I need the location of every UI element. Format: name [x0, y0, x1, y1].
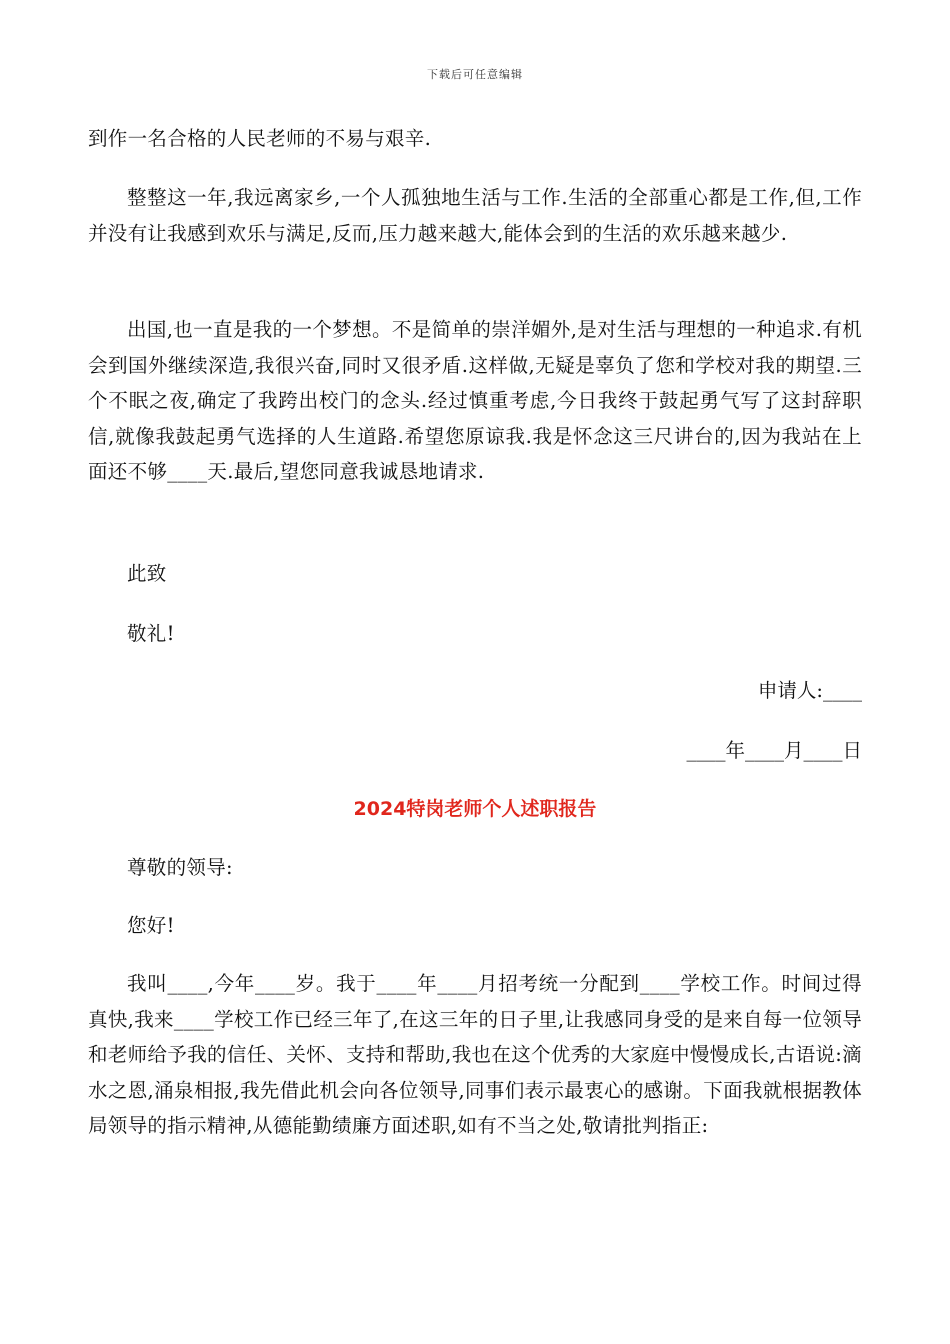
letter-paragraph-3: 出国,也一直是我的一个梦想。不是简单的崇洋媚外,是对生活与理想的一种追求.有机会到国外继续深造,我很兴奋,同时又很矛盾.这样做,无疑是辜负了您和学校对我的期望.三个不眠之夜,确定了我跨出校门的念头.经过慎重考虑,今日我终于鼓起勇气写了这封辞职信,就像我鼓起勇气选择的人生道路.希望您原谅我.我是怀念这三尺讲台的,因为我站在上面还不够____天.最后,望您同意我诚恳地请求.	[88, 318, 862, 483]
report-title: 2024特岗老师个人述职报告	[353, 798, 597, 820]
report-paragraph-1: 我叫____,今年____岁。我于____年____月招考统一分配到____学校工作。时间过得真快,我来____学校工作已经三年了,在这三年的日子里,让我感同身受的是来自每一位领导和老师给予我的信任、关怀、支持和帮助,我也在这个优秀的大家庭中慢慢成长,古语说:滴水之恩,涌泉相报,我先借此机会向各位领导,同事们表示最衷心的感谢。下面我就根据教体局领导的指示精神,从德能勤绩廉方面述职,如有不当之处,敬请批判指正:	[88, 972, 862, 1137]
letter-closing-jingli: 敬礼!	[127, 622, 175, 645]
date-line: ____年____月____日	[686, 739, 862, 762]
header-note: 下载后可任意编辑	[427, 68, 523, 81]
report-greeting: 您好!	[127, 914, 175, 937]
applicant-signature-line: 申请人:____	[757, 679, 862, 702]
letter-paragraph-2: 整整这一年,我远离家乡,一个人孤独地生活与工作.生活的全部重心都是工作,但,工作并没有让我感到欢乐与满足,反而,压力越来越大,能体会到的生活的欢乐越来越少.	[88, 186, 862, 245]
letter-paragraph-1: 到作一名合格的人民老师的不易与艰辛.	[88, 127, 432, 150]
letter-closing-cizhi: 此致	[127, 562, 167, 585]
report-salutation: 尊敬的领导:	[127, 856, 233, 879]
